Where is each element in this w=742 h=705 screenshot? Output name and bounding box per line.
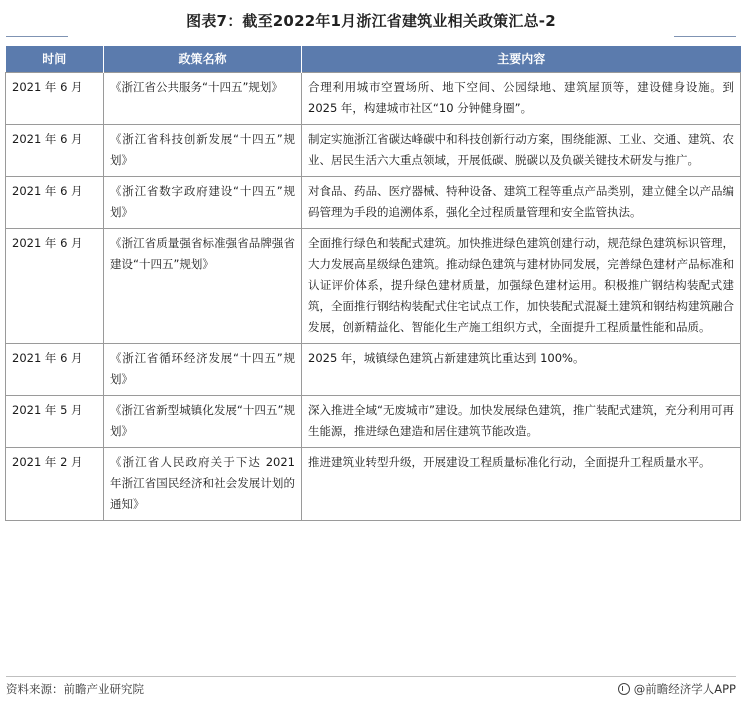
cell-main-content — [302, 344, 741, 396]
source-note: 资料来源：前瞻产业研究院 — [6, 682, 144, 696]
page-title: 图表7：截至2022年1月浙江省建筑业相关政策汇总-2 — [186, 12, 556, 30]
table-row — [6, 229, 741, 344]
cell-policy-name-text: 《浙江省人民政府关于下达 2021 年浙江省国民经济和社会发展计划的通知》 — [110, 455, 295, 511]
cell-main-content — [302, 229, 741, 344]
cell-policy-name — [104, 125, 302, 177]
cell-main-content — [302, 73, 741, 125]
table-row — [6, 177, 741, 229]
cell-time — [6, 125, 104, 177]
cell-time — [6, 229, 104, 344]
footer — [6, 676, 736, 703]
table-row — [6, 73, 741, 125]
cell-main-content — [302, 125, 741, 177]
table-row — [6, 448, 741, 521]
cell-policy-name — [104, 396, 302, 448]
cell-main-content-text: 对食品、药品、医疗器械、特种设备、建筑工程等重点产品类别，建立健全以产品编码管理为手段的追溯体系，强化全过程质量管理和安全监管执法。 — [308, 184, 734, 219]
header-time: 时间 — [6, 46, 104, 73]
cell-policy-name — [104, 448, 302, 521]
cell-policy-name — [104, 229, 302, 344]
title-divider-right — [674, 36, 736, 37]
cell-time — [6, 73, 104, 125]
cell-time — [6, 448, 104, 521]
header-main-content: 主要内容 — [302, 46, 741, 73]
cell-time-text: 2021 年 6 月 — [12, 184, 83, 198]
table-row — [6, 125, 741, 177]
cell-policy-name-text: 《浙江省数字政府建设“十四五”规划》 — [110, 184, 295, 219]
cell-main-content-text: 2025 年，城镇绿色建筑占新建建筑比重达到 100%。 — [308, 351, 585, 365]
cell-time-text: 2021 年 6 月 — [12, 236, 83, 250]
cell-policy-name — [104, 177, 302, 229]
cell-policy-name — [104, 73, 302, 125]
brand-text: @前瞻经济学人APP — [633, 682, 736, 696]
cell-main-content — [302, 396, 741, 448]
cell-main-content-text: 合理利用城市空置场所、地下空间、公园绿地、建筑屋顶等，建设健身设施。到 2025 年，构建城市社区“10 分钟健身圈”。 — [308, 80, 734, 115]
cell-time-text: 2021 年 6 月 — [12, 80, 83, 94]
cell-time — [6, 396, 104, 448]
header-policy-name: 政策名称 — [104, 46, 302, 73]
brand-credit — [618, 681, 736, 697]
table-row — [6, 344, 741, 396]
table-row — [6, 396, 741, 448]
cell-policy-name-text: 《浙江省公共服务“十四五”规划》 — [110, 80, 283, 94]
cell-main-content-text: 深入推进全域“无废城市”建设。加快发展绿色建筑，推广装配式建筑，充分利用可再生能源，推进绿色建造和居住建筑节能改造。 — [308, 403, 734, 438]
cell-policy-name — [104, 344, 302, 396]
cell-time-text: 2021 年 6 月 — [12, 351, 83, 365]
cell-policy-name-text: 《浙江省科技创新发展“十四五”规划》 — [110, 132, 295, 167]
table-header-row — [6, 46, 741, 73]
cell-main-content-text: 全面推行绿色和装配式建筑。加快推进绿色建筑创建行动，规范绿色建筑标识管理，大力发展高星级绿色建筑。推动绿色建筑与建材协同发展，完善绿色建材产品标准和认证评价体系，提升绿色建材质量，加强绿色建材运用。积极推广钢结构装配式建筑，全面推行钢结构装配式住宅试点工作，加快装配式混凝土建筑和钢结构建筑融合发展，创新精益化、智能化生产施工组织方式，全面提升工程质量性能和品质。 — [308, 236, 734, 334]
cell-policy-name-text: 《浙江省质量强省标准强省品牌强省建设“十四五”规划》 — [110, 236, 295, 271]
title-divider-left — [6, 36, 68, 37]
cell-main-content-text: 推进建筑业转型升级，开展建设工程质量标准化行动，全面提升工程质量水平。 — [308, 455, 711, 469]
cell-policy-name-text: 《浙江省新型城镇化发展“十四五”规划》 — [110, 403, 295, 438]
brand-logo-icon — [618, 683, 630, 695]
cell-time — [6, 344, 104, 396]
cell-time-text: 2021 年 6 月 — [12, 132, 83, 146]
cell-main-content — [302, 177, 741, 229]
cell-time — [6, 177, 104, 229]
cell-main-content-text: 制定实施浙江省碳达峰碳中和科技创新行动方案，围绕能源、工业、交通、建筑、农业、居民生活六大重点领域，开展低碳、脱碳以及负碳关键技术研发与推广。 — [308, 132, 734, 167]
cell-policy-name-text: 《浙江省循环经济发展“十四五”规划》 — [110, 351, 295, 386]
cell-time-text: 2021 年 5 月 — [12, 403, 83, 417]
policy-table — [5, 46, 741, 521]
cell-time-text: 2021 年 2 月 — [12, 455, 83, 469]
cell-main-content — [302, 448, 741, 521]
